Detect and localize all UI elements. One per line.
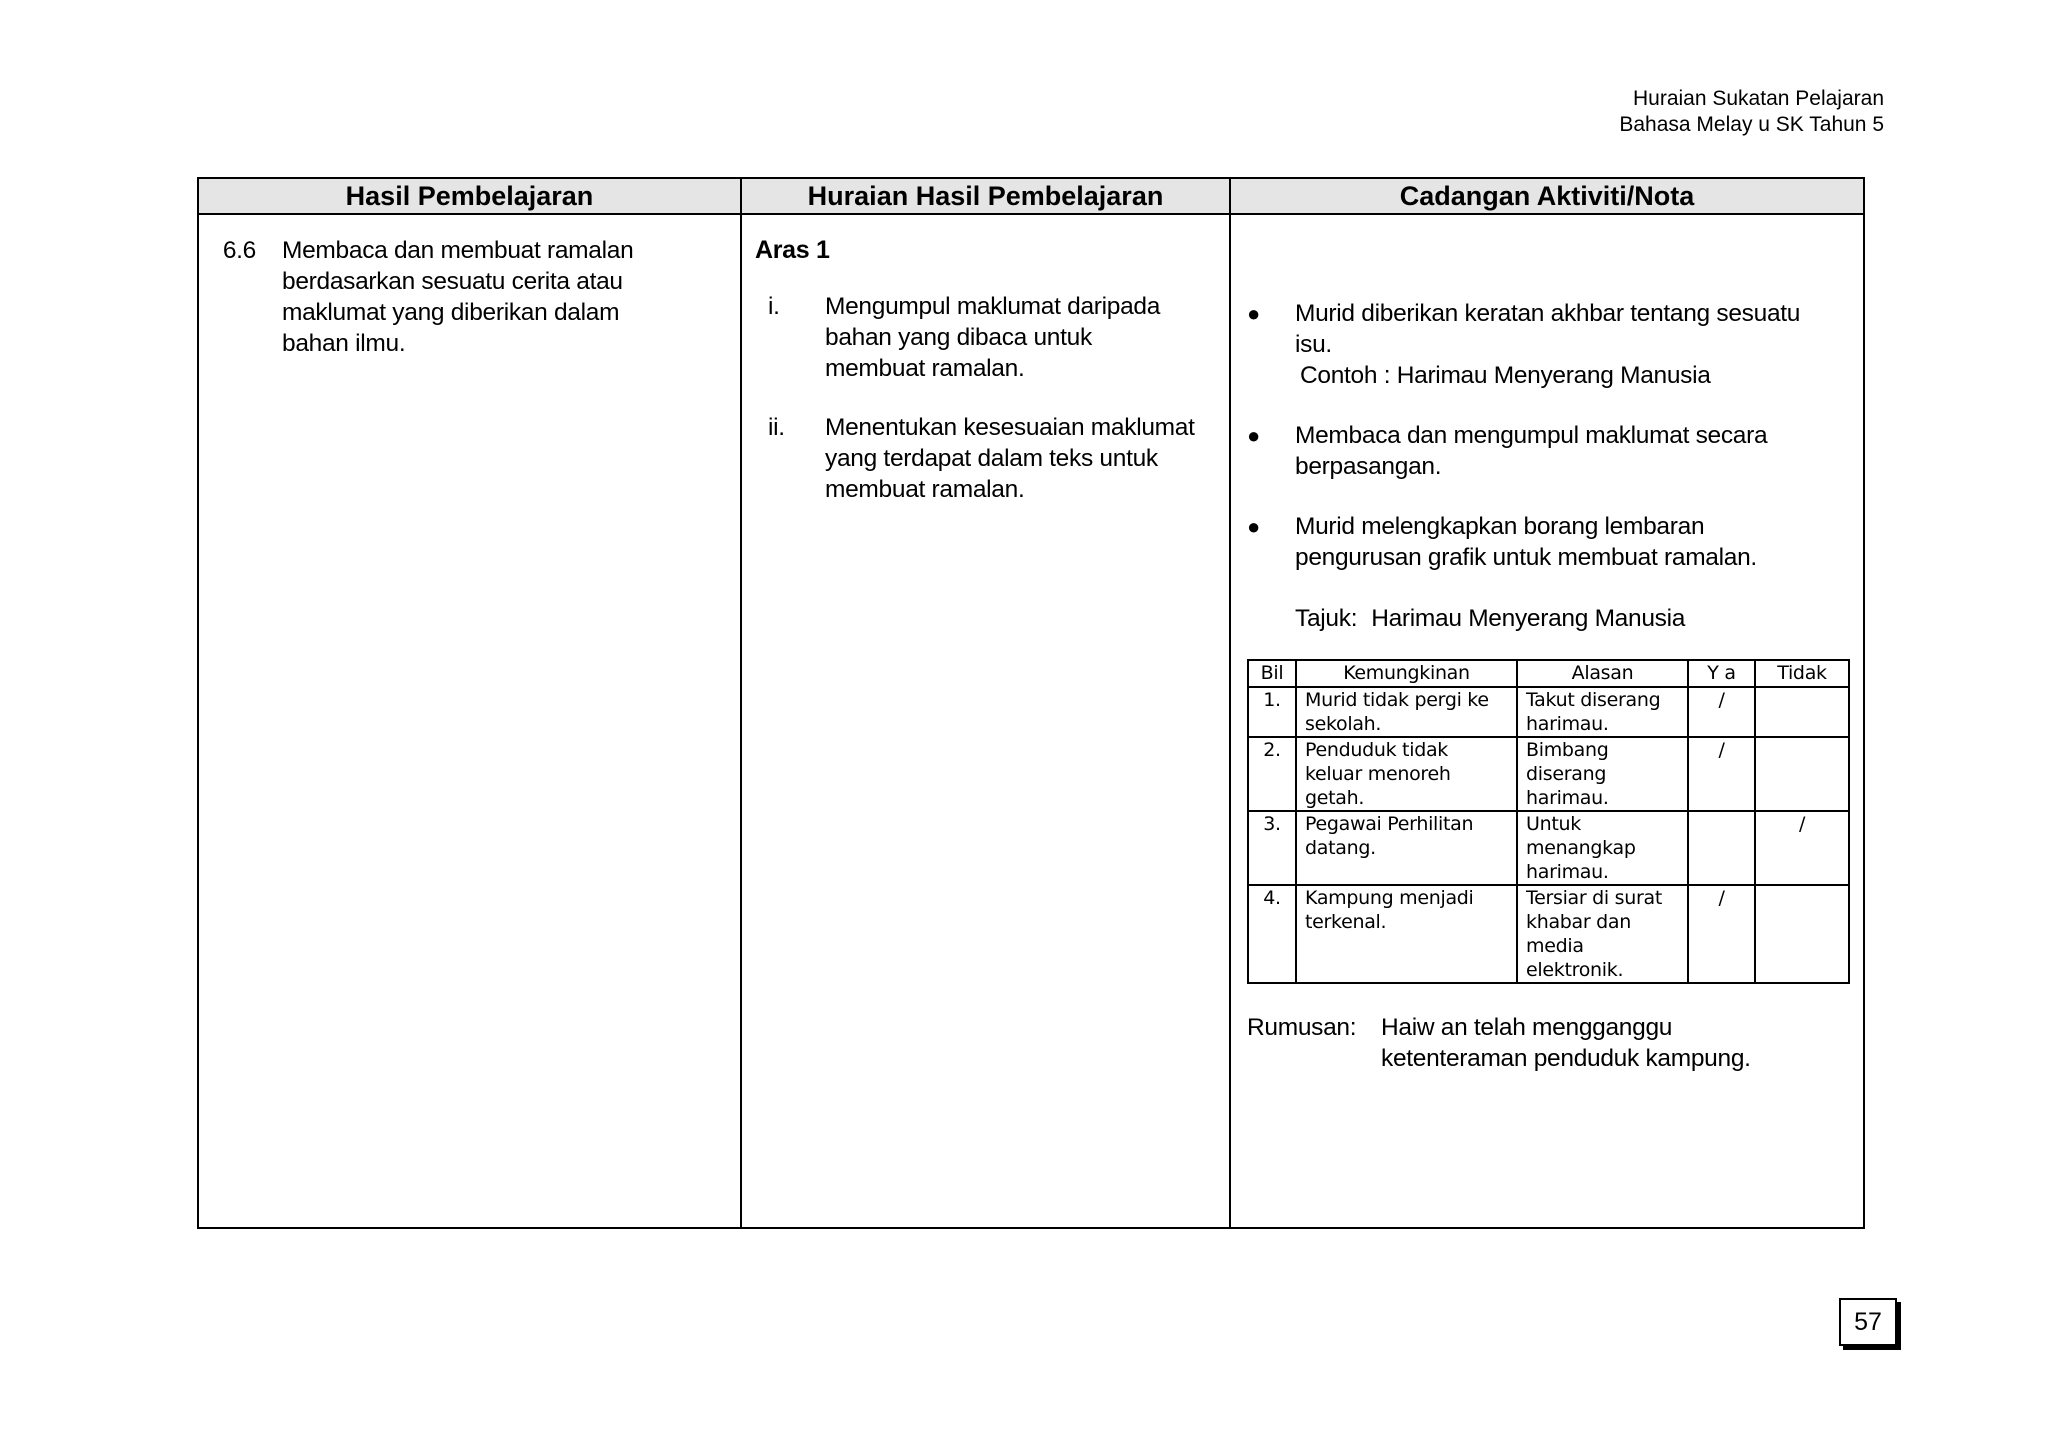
description-item-text: Menentukan kesesuaian maklumat yang terdapat dalam teks untuk membuat ramalan. — [825, 414, 1195, 503]
grid-cell-bil: 2. — [1248, 737, 1296, 811]
activity-text: Membaca dan mengumpul maklumat secara berpasangan. — [1295, 422, 1768, 480]
prediction-grid — [1247, 659, 1850, 984]
header-title: Huraian Sukatan Pelajaran — [1633, 87, 1884, 110]
grid-cell-kemungkinan: Pegawai Perhilitan datang. — [1296, 811, 1517, 885]
grid-cell-tidak — [1755, 687, 1849, 737]
grid-cell-alasan: Takut diserang harimau. — [1517, 687, 1688, 737]
description-item — [755, 412, 1229, 505]
grid-cell-kemungkinan: Penduduk tidak keluar menoreh getah. — [1296, 737, 1517, 811]
activity-bullet — [1247, 420, 1863, 482]
outcome-description-cell — [741, 214, 1230, 1228]
table-body-row — [198, 214, 1864, 1228]
grid-header-tidak: Tidak — [1755, 660, 1849, 687]
description-item-text: Mengumpul maklumat daripada bahan yang dibaca untuk membuat ramalan. — [825, 293, 1161, 382]
conclusion-text: Haiw an telah mengganggu ketenteraman penduduk kampung. — [1381, 1014, 1751, 1072]
activity-text: Murid melengkapkan borang lembaran pengurusan grafik untuk membuat ramalan. — [1295, 513, 1757, 571]
grid-row — [1248, 885, 1849, 983]
grid-cell-bil: 4. — [1248, 885, 1296, 983]
grid-row — [1248, 811, 1849, 885]
grid-header-bil: Bil — [1248, 660, 1296, 687]
grid-cell-ya: / — [1688, 687, 1755, 737]
grid-cell-ya: / — [1688, 737, 1755, 811]
activity-text: Murid diberikan keratan akhbar tentang sesuatu isu. — [1295, 300, 1801, 358]
level-heading: Aras 1 — [755, 236, 830, 264]
description-item — [755, 291, 1229, 384]
grid-row — [1248, 737, 1849, 811]
bullet-icon: ● — [1247, 301, 1260, 326]
conclusion — [1247, 1012, 1863, 1074]
learning-outcome-cell — [198, 214, 741, 1228]
running-header — [1619, 86, 1884, 138]
activities-cell — [1230, 214, 1864, 1228]
grid-cell-tidak: / — [1755, 811, 1849, 885]
grid-cell-alasan: Untuk menangkap harimau. — [1517, 811, 1688, 885]
syllabus-table — [197, 177, 1865, 1229]
grid-cell-alasan: Bimbang diserang harimau. — [1517, 737, 1688, 811]
header-suggested-activities: Cadangan Aktiviti/Nota — [1230, 178, 1864, 214]
table-header-row — [198, 178, 1864, 214]
grid-cell-kemungkinan: Murid tidak pergi ke sekolah. — [1296, 687, 1517, 737]
bullet-icon: ● — [1247, 514, 1260, 539]
topic-line — [1295, 603, 1863, 634]
conclusion-label: Rumusan: — [1247, 1014, 1357, 1041]
learning-outcome-number: 6.6 — [222, 237, 256, 264]
grid-cell-tidak — [1755, 885, 1849, 983]
grid-cell-bil: 1. — [1248, 687, 1296, 737]
learning-outcome-text: Membaca dan membuat ramalan berdasarkan sesuatu cerita atau maklumat yang diberikan dalam bahan ilmu. — [282, 237, 634, 357]
topic-value: Harimau Menyerang Manusia — [1371, 605, 1686, 632]
activity-bullet — [1247, 511, 1863, 573]
header-learning-outcome: Hasil Pembelajaran — [198, 178, 741, 214]
grid-cell-alasan: Tersiar di surat khabar dan media elektronik. — [1517, 885, 1688, 983]
grid-row — [1248, 687, 1849, 737]
grid-cell-bil: 3. — [1248, 811, 1296, 885]
header-subtitle: Bahasa Melay u SK Tahun 5 — [1619, 113, 1884, 136]
grid-cell-kemungkinan: Kampung menjadi terkenal. — [1296, 885, 1517, 983]
grid-header-row — [1248, 660, 1849, 687]
header-outcome-description: Huraian Hasil Pembelajaran — [741, 178, 1230, 214]
topic-label: Tajuk: — [1295, 605, 1358, 632]
activity-example: Contoh : Harimau Menyerang Manusia — [1300, 362, 1711, 389]
description-item-number: i. — [768, 293, 780, 320]
grid-header-ya: Y a — [1688, 660, 1755, 687]
description-item-number: ii. — [768, 414, 785, 441]
grid-cell-ya: / — [1688, 885, 1755, 983]
grid-cell-ya — [1688, 811, 1755, 885]
page-number: 57 — [1839, 1298, 1897, 1346]
grid-cell-tidak — [1755, 737, 1849, 811]
activity-bullet — [1247, 298, 1863, 360]
grid-header-alasan: Alasan — [1517, 660, 1688, 687]
bullet-icon: ● — [1247, 423, 1260, 448]
grid-header-kemungkinan: Kemungkinan — [1296, 660, 1517, 687]
